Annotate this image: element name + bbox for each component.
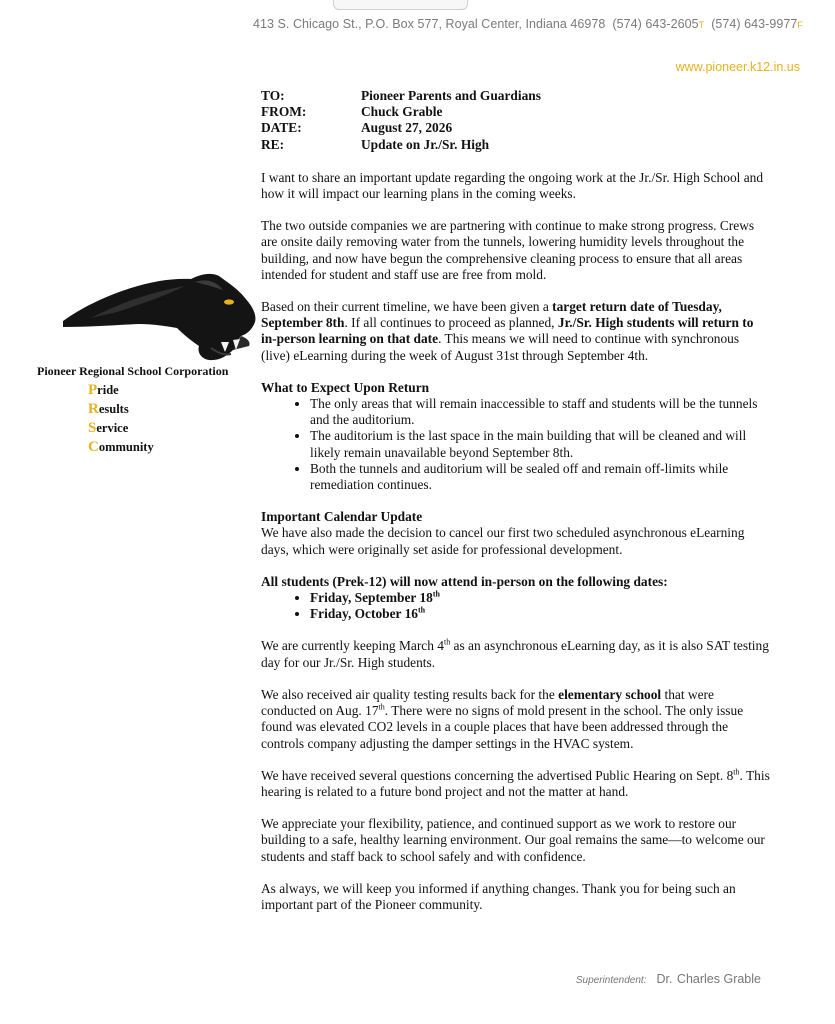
dates-list [261,590,771,622]
value-initial: P [88,382,98,398]
timeline-text-a: Based on their current timeline, we have been given a [261,299,553,315]
phone-suffix: T [698,20,705,30]
hearing-text-a: We have received several questions concerning the advertised Public Hearing on Sept. 8 [261,767,734,783]
memo-date-row [261,120,771,136]
memo-body [261,88,771,929]
memo-re-row [261,137,771,153]
memo-from-label: FROM: [261,104,307,120]
signature-label: Superintendent: [575,975,647,986]
value-rest: ommunity [98,440,154,454]
date-sup: th [432,589,440,599]
air-text-d: . There were no signs of mold present in the school. The only issue found was elevated CO2 levels in a couple places that have been addressed through the controls company adjusting the damper settings in the HVAC system. [261,703,744,751]
signature-line [576,970,761,988]
list-item: • The auditorium is the last space in the main building that will be cleaned and will likely remain unavailable beyond September 8th. [310,428,771,460]
phone-number: (574) 643-2605 [612,17,699,31]
value-rest: esults [98,402,129,416]
timeline-text-e: . This means we will need to continue with synchronous (live) eLearning during the week of August 31st through September 4th. [261,331,740,363]
org-name: Pioneer Regional School Corporation [37,364,229,378]
date-sup: th [417,605,426,615]
date-text: Friday, October 16 [310,606,418,622]
value-initial: R [88,401,99,417]
values-list [88,381,252,457]
air-text-b: elementary school [558,686,662,702]
value-item [88,381,252,400]
memo-re-label: RE: [261,136,285,152]
memo-to-value: Pioneer Parents and Guardians [361,88,541,103]
list-item [310,606,771,622]
website-link[interactable]: www.pioneer.k12.in.us [675,60,800,74]
value-item [88,400,252,419]
expect-list [261,396,771,493]
memo-to-row [261,88,771,104]
march-text-b: as an asynchronous eLearning day, as it is also SAT testing day for our Jr./Sr. High students. [261,638,769,670]
letterhead-address [253,17,803,31]
progress-paragraph: The two outside companies we are partnering with continue to make strong progress. Crews are onsite daily removing water from the tunnels, lowering humidity levels throughout the building, and now have begun the comprehensive cleaning process to ensure that all areas intended for student and staff use are free from mold. [261,218,755,282]
signature-name: Charles Grable [676,972,761,986]
march-paragraph [261,638,771,670]
air-text-a: We also received air quality testing results back for the [261,686,559,702]
memo-date-value: August 27, 2026 [361,120,453,136]
signature-prefix: Dr. [656,972,673,986]
calendar-paragraph: We have also made the decision to cancel our first two scheduled asynchronous eLearning days, which were originally set aside for professional development. [261,525,745,557]
attend-heading: All students (Prek-12) will now attend in-person on the following dates: [261,573,668,589]
hearing-sup: th [733,767,740,777]
memo-re-value: Update on Jr./Sr. High [361,136,490,152]
return-text: Jr./Sr. High students will return to in-person learning on that date [261,315,754,347]
sidebar [37,272,252,457]
closing-paragraph: As always, we will keep you informed if anything changes. Thank you for being such an important part of the Pioneer community. [261,880,736,912]
appreciation-paragraph: We appreciate your flexibility, patience, and continued support as we work to restore our building to a safe, healthy learning environment. Our goal remains the same—to welcome our students and staff back to school safely and with confidence. [261,816,765,864]
expect-heading: What to Expect Upon Return [261,379,430,395]
hearing-paragraph [261,768,771,800]
calendar-heading: Important Calendar Update [261,509,423,525]
target-date-text: target return date of Tuesday, September 8th [261,299,722,331]
value-item [88,438,252,457]
timeline-paragraph [261,299,771,364]
value-initial: C [88,439,99,455]
list-item: • Both the tunnels and auditorium will be sealed off and remain off-limits while remediation continues. [310,461,771,493]
list-item: • The only areas that will remain inaccessible to staff and students will be the tunnels and the auditorium. [310,396,771,428]
date-text: Friday, September 18 [310,590,433,606]
memo-date-label: DATE: [261,120,302,136]
air-quality-paragraph [261,687,771,752]
value-rest: ervice [96,421,129,435]
page-tab-edge [333,0,468,10]
memo-from-value: Chuck Grable [361,104,443,120]
air-text-c: that were conducted on Aug. 17 [261,686,714,719]
hearing-text-b: . This hearing is related to a future bond project and not the matter at hand. [261,767,770,799]
memo-from-row [261,104,771,120]
air-sup: th [378,702,385,712]
value-initial: S [88,420,97,436]
march-sup: th [443,638,451,648]
fax-number: (574) 643-9977 [711,17,798,31]
memo-to-label: TO: [261,88,285,103]
fax-suffix: F [797,20,803,30]
march-text-a: We are currently keeping March 4 [261,638,444,654]
panther-logo-icon [61,272,261,364]
address-text: 413 S. Chicago St., P.O. Box 577, Royal Center, Indiana 46978 [253,17,606,31]
intro-paragraph: I want to share an important update regarding the ongoing work at the Jr./Sr. High School and how it will impact our learning plans in the coming weeks. [261,169,764,202]
value-item [88,419,252,438]
value-rest: ride [97,383,119,397]
timeline-text-c: . If all continues to proceed as planned, [344,315,558,331]
list-item [310,590,771,606]
